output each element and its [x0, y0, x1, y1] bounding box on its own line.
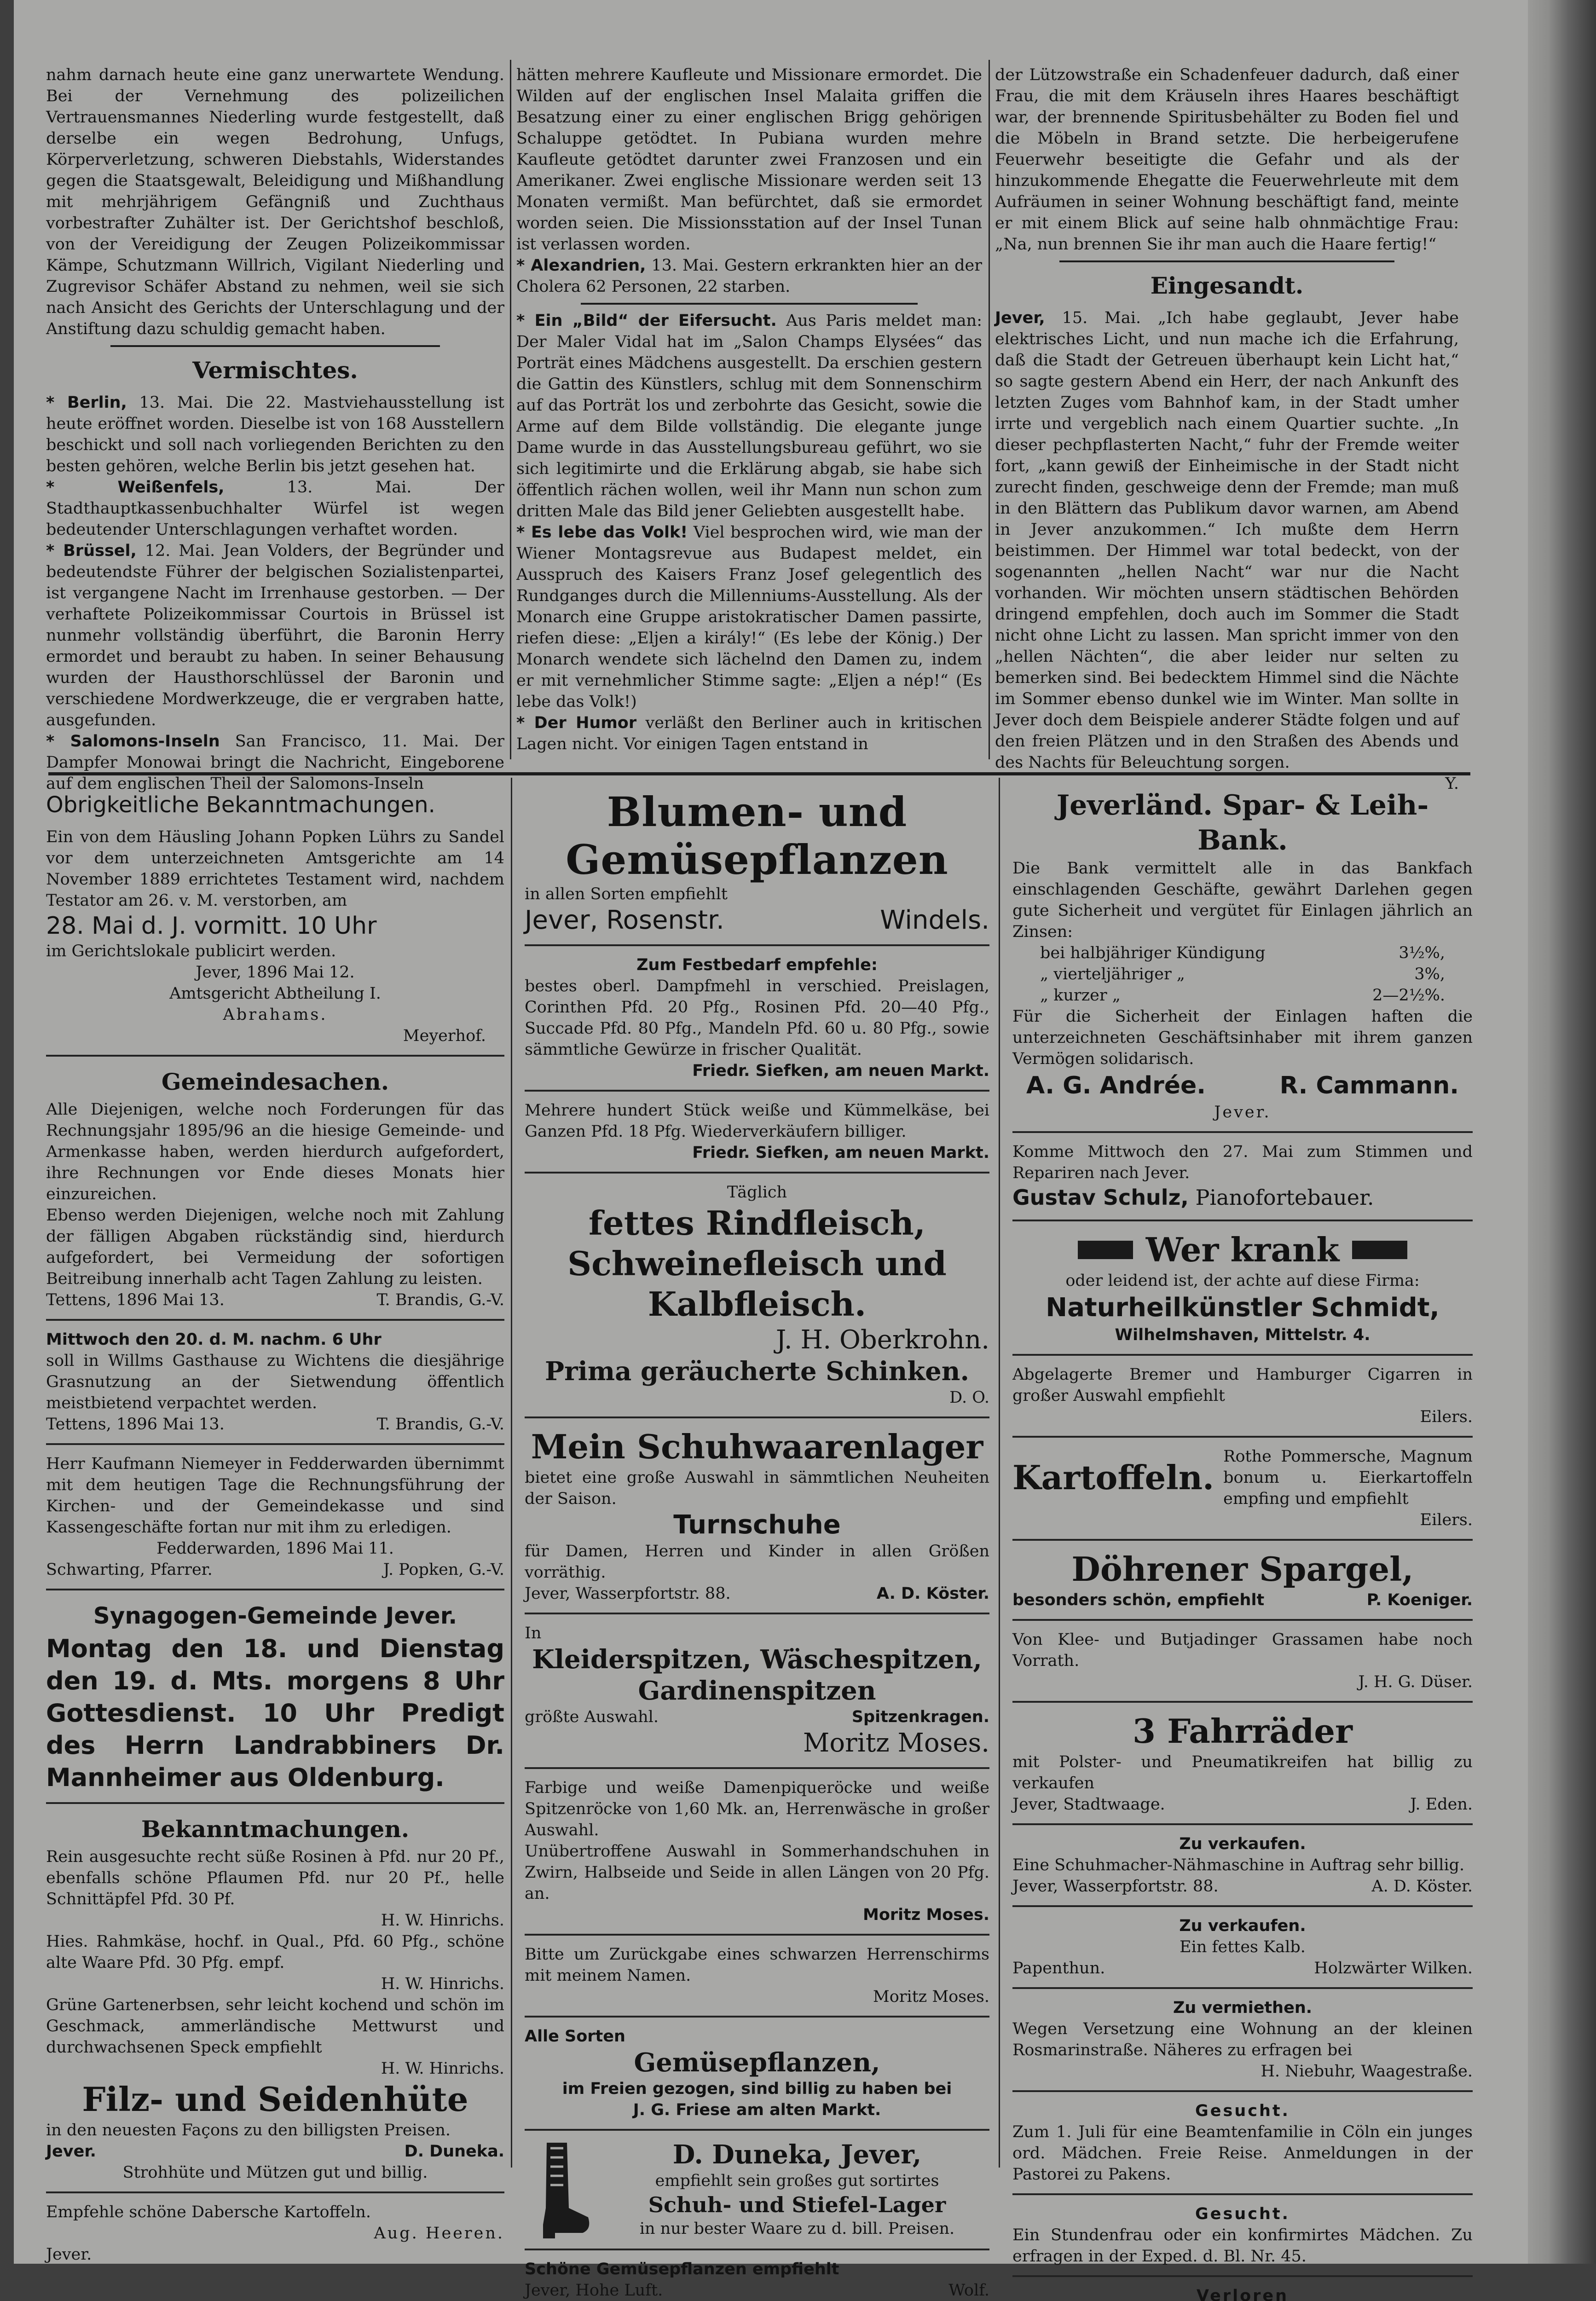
gemuese-title: Gemüsepflanzen, — [634, 2047, 880, 2078]
obrig-court: Amtsgericht Abtheilung I. — [169, 984, 381, 1003]
gemeinde-sig2: Tettens, 1896 Mai 13. T. Brandis, G.-V. — [46, 1415, 504, 1434]
divider — [1012, 1619, 1473, 1621]
blumen-title-2: Gemüsepflanzen — [566, 836, 948, 884]
article-weissenfels: * Weißenfels, 13. Mai. Der Stadthauptkassenbuchhalter Würfel ist wegen bedeutender Unterschlagungen verhaftet worden. — [46, 478, 504, 539]
page-edge-shadow — [1528, 0, 1596, 2264]
niemeyer-date: Fedderwarden, 1896 Mai 11. — [156, 1539, 394, 1558]
divider — [46, 1443, 504, 1445]
gemeinde-sig1: Tettens, 1896 Mai 13. T. Brandis, G.-V. — [46, 1291, 504, 1309]
letter-signature: Y. — [1445, 775, 1459, 793]
divider — [525, 2129, 989, 2131]
damen-text2: Unübertroffene Auswahl in Sommerhandschuhen in Zwirn, Halbseide und Seide in allen Längen von 20 Pfg. an. — [525, 1842, 989, 1903]
bekannt-t3: Grüne Gartenerbsen, sehr leicht kochend und schön im Geschmack, ammerländische Mettwurst und durchwachsenen Speck empfiehlt — [46, 1996, 504, 2057]
duneka-line: Schuh- und Stiefel-Lager — [648, 2192, 946, 2217]
krank-firm: Naturheilkünstler Schmidt, — [1046, 1293, 1440, 1323]
gemuese-text: im Freien gezogen, sind billig zu haben bei — [562, 2080, 952, 2098]
samen-firm: J. H. G. Düser. — [1358, 1673, 1473, 1691]
divider — [1059, 260, 1394, 262]
divider — [110, 345, 440, 347]
verk2-sig: Papenthun. Holzwärter Wilken. — [1012, 1959, 1473, 1977]
divider — [525, 1172, 989, 1174]
damen-text: Farbige und weiße Damenpiqueröcke und weiße Spitzenröcke von 1,60 Mk. an, Herrenwäsche in großer Auswahl. — [525, 1779, 989, 1839]
bank-rate-3: „ kurzer „ 2—2½%. — [1040, 986, 1445, 1005]
spitzen-l1: Kleiderspitzen, Wäschespitzen, — [532, 1644, 982, 1675]
article-eifersucht: * Ein „Bild“ der Eifersucht. Aus Paris meldet man: Der Maler Vidal hat im „Salon Champs Elysées“ das Porträt eines Mädchens ausgestellt. Da erschien gestern die Gattin des Künstlers, schlug mit dem Sonnenschirm auf das Porträt los und zerbohrte das Gesicht, sowie die Arme auf dem Bilde vollständig. Die elegante junge Dame wurde in das Ausstellungsbureau geführt, wo sie sich legitimirte und die Erklärung abgab, sie habe sich öffentlich rächen wollen, weil ihr Mann nun schon zum dritten Male das Bild jener Geliebten ausgestellt habe. — [516, 312, 982, 520]
duneka-title: D. Duneka, Jever, — [672, 2139, 922, 2170]
obrig-date: 28. Mai d. J. vormitt. 10 Uhr — [46, 912, 377, 940]
synagoge-text: Montag den 18. und Dienstag den 19. d. Mts. morgens 8 Uhr Gottesdienst. 10 Uhr Predigt des Herrn Landrabbiners Dr. Mannheimer aus Oldenburg. — [46, 1634, 504, 1792]
ges1-text: Zum 1. Juli für eine Beamtenfamilie in Cöln ein junges ord. Mädchen. Freie Reise. Anmeldungen in der Pastorei zu Pakens. — [1012, 2123, 1473, 2184]
boot-icon — [525, 2139, 594, 2240]
article-continued: hätten mehrere Kaufleute und Missionare ermordet. Die Wilden auf der englischen Insel Malaita griffen die Besatzung einer zu einer englischen Brigg gehörigen Schaluppe getödtet. In Pubiana wurden mehre Kaufleute getödtet darunter zwei Franzosen und ein Amerikaner. Zwei englische Missionare werden seit 13 Monaten vermißt. Man befürchtet, daß sie ermordet worden seien. Die Missionsstation auf der Insel Tunan ist verlassen worden. — [516, 66, 982, 254]
synagoge-title: Synagogen-Gemeinde Jever. — [93, 1602, 457, 1629]
divider — [1012, 2090, 1473, 2092]
ges2-title: Gesucht. — [1195, 2205, 1290, 2223]
divider — [525, 1090, 989, 1092]
divider — [1012, 2275, 1473, 2277]
fleisch-l3: Kalbfleisch. — [648, 1284, 867, 1324]
heading-vermischtes: Vermischtes. — [192, 357, 358, 384]
divider — [525, 944, 989, 946]
filz-text: in den neuesten Façons zu den billigsten Preisen. — [46, 2121, 451, 2139]
divider — [46, 2191, 504, 2193]
bank-rate-1: bei halbjähriger Kündigung 3½%, — [1040, 944, 1445, 962]
fest-text: bestes oberl. Dampfmehl in verschied. Preislagen, Corinthen Pfd. 20 Pfg., Rosinen Pfd. 20—40 Pfg., Succade Pfd. 80 Pfg., Mandeln Pfd. 60 u. 80 Pfg., sowie sämmtliche Gewürze in frischer Qualität. — [525, 977, 989, 1059]
verk2-title: Zu verkaufen. — [1179, 1917, 1306, 1935]
blumen-title-1: Blumen- und — [607, 788, 908, 836]
fleisch-initials: D. O. — [949, 1388, 989, 1407]
fleisch-sub: Täglich — [727, 1183, 787, 1202]
kaese-sig: Friedr. Siefken, am neuen Markt. — [692, 1144, 989, 1162]
spargel-sig: besonders schön, empfiehlt P. Koeniger. — [1012, 1591, 1473, 1609]
kartoffel-ad: Kartoffeln. Rothe Pommersche, Magnum bonum u. Eierkartoffeln empfing und empfiehlt — [1012, 1447, 1473, 1508]
spitzen-firm: Moritz Moses. — [803, 1728, 989, 1758]
divider — [525, 2249, 989, 2250]
article-humor: * Der Humor verläßt den Berliner auch in kritischen Lagen nicht. Vor einigen Tagen entstand in — [516, 714, 982, 753]
divider — [1012, 1701, 1473, 1703]
fest-sig: Friedr. Siefken, am neuen Markt. — [692, 1062, 989, 1080]
ges2-text: Ein Stundenfrau oder ein konfirmirtes Mädchen. Zu erfragen in der Exped. d. Bl. Nr. 45. — [1012, 2226, 1473, 2266]
divider — [1012, 1436, 1473, 1438]
blumen-sub: in allen Sorten empfiehlt — [525, 885, 728, 903]
divider — [46, 1589, 504, 1590]
column-divider — [999, 778, 1000, 2168]
damen-firm: Moritz Moses. — [863, 1906, 989, 1924]
column-divider — [511, 778, 512, 2168]
obrig-place: Jever, 1896 Mai 12. — [196, 963, 355, 982]
wolf-sig: Jever, Hohe Luft. Wolf. — [525, 2281, 989, 2300]
rad-sig: Jever, Stadtwaage. J. Eden. — [1012, 1795, 1473, 1814]
klavier-sig: Gustav Schulz, Pianofortebauer. — [1012, 1185, 1374, 1210]
verk1-title: Zu verkaufen. — [1179, 1835, 1306, 1853]
schuh-text2: für Damen, Herren und Kinder in allen Größen vorräthig. — [525, 1542, 989, 1582]
article-bruessel: * Brüssel, 12. Mai. Jean Volders, der Begründer und bedeutendste Führer der belgischen Sozialistenpartei, ist vergangene Nacht im Irrenhause gestorben. — Der verhaftete Polizeikommissar Courtois in Brüssel ist nunmehr vollständig überführt, die Baronin Herry ermordet und beraubt zu haben. In seiner Behausung wurden der Hausthorschlüssel der Baronin und verschiedene Mordwerkzeuge, die er vergraben hatte, ausgefunden. — [46, 542, 504, 729]
obrig-text: Ein von dem Häusling Johann Popken Lührs zu Sandel vor dem unterzeichneten Amtsgerichte am 14 November 1889 errichtetes Testament wird, nachdem Testator am 26. v. M. verstorben, am — [46, 828, 504, 910]
fleisch-l1: fettes Rindfleisch, — [589, 1203, 925, 1243]
verk1-sig: Jever, Wasserpfortstr. 88. A. D. Köster. — [1012, 1877, 1473, 1896]
gemeinde-text3: soll in Willms Gasthause zu Wichtens die diesjährige Grasnutzung an der Sietwendung öffentlich meistbietend verpachtet werden. — [46, 1352, 504, 1412]
divider — [581, 303, 918, 305]
spitzen-row: größte Auswahl. Spitzenkragen. — [525, 1708, 989, 1726]
rad-title: 3 Fahrräder — [1133, 1711, 1353, 1751]
bank-owners: A. G. Andrée. R. Cammann. — [1026, 1072, 1459, 1099]
bank-text2: Für die Sicherheit der Einlagen haften die unterzeichneten Geschäftsinhaber mit ihrem ganzen Vermögen solidarisch. — [1012, 1007, 1473, 1068]
gemeinde-title: Gemeindesachen. — [161, 1068, 389, 1095]
divider — [525, 1416, 989, 1418]
kaese-text: Mehrere hundert Stück weiße und Kümmelkäse, bei Ganzen Pfd. 18 Pfg. Wiederverkäufern billiger. — [525, 1101, 989, 1141]
klavier-text: Komme Mittwoch den 27. Mai zum Stimmen und Repariren nach Jever. — [1012, 1143, 1473, 1182]
verm-title: Zu vermiethen. — [1173, 1999, 1313, 2017]
bank-rate-2: „ vierteljähriger „ 3%, — [1040, 965, 1445, 983]
ads-column-left — [46, 788, 504, 2264]
news-column-middle — [516, 64, 982, 764]
obrig-text2: im Gerichtslokale publicirt werden. — [46, 942, 336, 960]
divider — [1012, 1131, 1473, 1133]
filz-sig: Jever. D. Duneka. — [46, 2142, 504, 2161]
schuh-sig: Jever, Wasserpfortstr. 88. A. D. Köster. — [525, 1584, 989, 1603]
bank-title: Jeverländ. Spar- & Leih-Bank. — [1056, 789, 1429, 856]
kartoffeln-place: Jever. — [46, 2245, 92, 2264]
samen-text: Von Klee- und Butjadinger Grassamen habe noch Vorrath. — [1012, 1630, 1473, 1670]
divider — [525, 1613, 989, 1614]
ges1-title: Gesucht. — [1195, 2102, 1290, 2120]
schirm-text: Bitte um Zurückgabe eines schwarzen Herrenschirms mit meinem Namen. — [525, 1945, 989, 1985]
rad-text: mit Polster- und Pneumatikreifen hat billig zu verkaufen — [1012, 1753, 1473, 1792]
news-intro: nahm darnach heute eine ganz unerwartete Wendung. Bei der Vernehmung des polizeilichen Vertrauensmannes Niederling wurde festgestellt, daß derselbe ein wegen Bedrohung, Unfugs, Körperverletzung, schweren Diebstahls, Widerstandes gegen die Staatsgewalt, Beleidigung und Mißhandlung mit mehrjährigem Gefängniß und Zuchthaus vorbestrafter Zuhälter ist. Der Gerichtshof beschloß, von der Vereidigung der Zeugen Polizeikommissar Kämpe, Schutzmann Willrich, Vigilant Niederling und Zugrevisor Schäfer Abstand zu nehmen, weil sie sich nach Ansicht des Gerichts der Unterschlagung und der Anstiftung dazu schuldig gemacht haben. — [46, 66, 504, 338]
column-divider — [989, 60, 990, 759]
spitzen-in: In — [525, 1624, 542, 1642]
filz-title: Filz- und Seidenhüte — [82, 2080, 468, 2119]
kartoffel-sig: Eilers. — [1420, 1511, 1473, 1529]
ads-column-middle — [525, 788, 989, 2300]
krank-addr: Wilhelmshaven, Mittelstr. 4. — [1115, 1326, 1370, 1344]
spitzen-l2: Gardinenspitzen — [638, 1676, 876, 1706]
gemeinde-text2: Ebenso werden Diejenigen, welche noch mit Zahlung der fälligen Abgaben rückständig sind, hierdurch aufgefordert, bei Vermeidung der sofortigen Beitreibung innerhalb acht Tagen Zahlung zu leisten. — [46, 1206, 504, 1288]
article-alexandrien: * Alexandrien, 13. Mai. Gestern erkrankten hier an der Cholera 62 Personen, 22 starben. — [516, 256, 982, 296]
divider — [1012, 1539, 1473, 1541]
news-column-left — [46, 64, 504, 793]
divider — [1012, 1823, 1473, 1825]
bank-place: Jever. — [1214, 1103, 1271, 1122]
fleisch-prima: Prima geräucherte Schinken. — [544, 1356, 970, 1387]
krank-banner: Wer krank — [1012, 1230, 1473, 1270]
bekannt-title: Bekanntmachungen. — [141, 1815, 410, 1843]
filz-text2: Strohhüte und Mützen gut und billig. — [122, 2163, 428, 2182]
krank-text: oder leidend ist, der achte auf diese Firma: — [1065, 1272, 1420, 1290]
verl-title: Verloren — [1196, 2287, 1289, 2301]
divider — [46, 1319, 504, 1321]
divider — [1012, 1987, 1473, 1989]
blumen-sig: Jever, Rosenstr. Windels. — [525, 905, 989, 935]
kartoffeln-sig: Aug. Heeren. — [374, 2224, 504, 2243]
column-divider — [510, 60, 511, 759]
niemeyer-text: Herr Kaufmann Niemeyer in Fedderwarden übernimmt mit dem heutigen Tage die Rechnungsführung der Kirchen- und der Gemeindekasse und sind Kassengeschäfte fortan nur mit ihm zu erledigen. — [46, 1455, 504, 1537]
divider — [525, 1767, 989, 1769]
divider — [1012, 1905, 1473, 1907]
duneka-text2: in nur bester Waare zu d. bill. Preisen. — [639, 2220, 955, 2238]
letter-jever: Jever, 15. Mai. „Ich habe geglaubt, Jever habe elektrisches Licht, und nun mache ich die Erfahrung, daß die Stadt der Getreuen überhaupt kein Licht hat,“ so sagte gestern Abend ein Herr, der nach Ankunft des letzten Zuges vom Bahnhof kam, in der Stadt umher irrte und vergeblich nach einem Quartier suchte. „In dieser pechpflasterten Nacht,“ fuhr der Fremde weiter fort, „kann gewiß der Einheimische in der Stadt nicht zurecht finden, geschweige denn der Fremde; man muß in den Blättern das Publikum davor warnen, am Abend in Jever anzukommen.“ Ich mußte dem Herrn beistimmen. Der Himmel war total bedeckt, von der sogenannten „hellen Nacht“ war nur die Nacht vorhanden. Wir möchten unsern städtischen Behörden dringend empfehlen, doch auch im Sommer die Stadt nicht ohne Licht zu lassen. Man spricht immer von den „hellen Nächten“, die aber leider nur selten zu bemerken sind. Bei bedecktem Himmel sind die Nächte im Sommer ebenso dunkel wie im Winter. Man sollte in Jever doch dem Beispiele anderer Städte folgen und auf den freien Plätzen und in den Straßen des Abends und des Nachts für Beleuchtung sorgen. — [995, 309, 1459, 772]
divider — [46, 1802, 504, 1804]
verk1-text: Eine Schuhmacher-Nähmaschine in Auftrag sehr billig. — [1012, 1856, 1465, 1874]
duneka-text: empfiehlt sein großes gut sortirtes — [655, 2172, 939, 2190]
bekannt-s2: H. W. Hinrichs. — [381, 1975, 504, 1993]
divider — [1012, 2193, 1473, 2195]
kartoffeln-text: Empfehle schöne Dabersche Kartoffeln. — [46, 2203, 371, 2221]
gemuese-firm: J. G. Friese am alten Markt. — [633, 2101, 881, 2119]
gemuese-sorten: Alle Sorten — [525, 2027, 625, 2046]
fleisch-firm: J. H. Oberkrohn. — [775, 1325, 989, 1355]
verm-text: Wegen Versetzung eine Wohnung an der kleinen Rosmarinstraße. Näheres zu erfragen bei — [1012, 2020, 1473, 2059]
schuh-title: Mein Schuhwaarenlager — [531, 1427, 983, 1466]
bekannt-s1: H. W. Hinrichs. — [381, 1911, 504, 1930]
article-salomons: * Salomons-Inseln San Francisco, 11. Mai. Der Dampfer Monowai bringt die Nachricht, Eingeborene auf dem englischen Theil der Salomons-Inseln — [46, 732, 504, 793]
bekannt-t2: Hies. Rahmkäse, hochf. in Qual., Pfd. 60 Pfg., schöne alte Waare Pfd. 30 Pfg. empf. — [46, 1932, 504, 1972]
obrig-judge: Abrahams. — [223, 1006, 328, 1024]
gemeinde-mittwoch: Mittwoch den 20. d. M. nachm. 6 Uhr — [46, 1330, 382, 1349]
article-feuer: der Lützowstraße ein Schadenfeuer dadurch, daß einer Frau, die mit dem Kräuseln ihres Haares beschäftigt war, der brennende Spiritusbehälter zu Boden fiel und die Möbeln in Brand setzte. Die herbeigerufene Feuerwehr beseitigte die Gefahr und als der hinzukommende Ehegatte die Feuerwehrleute mit dem Aufräumen in seiner Wohnung beschäftigt fand, meinte er mit einem Blick auf seine halb ohnmächtige Frau: „Na, nun brennen Sie ihr man auch die Haare fertig!“ — [995, 66, 1459, 254]
obrig-title: Obrigkeitliche Bekanntmachungen. — [46, 792, 435, 818]
wolf-text: Schöne Gemüsepflanzen empfiehlt — [525, 2260, 839, 2278]
bekannt-s3: H. W. Hinrichs. — [381, 2059, 504, 2078]
bank-text: Die Bank vermittelt alle in das Bankfach einschlagenden Geschäfte, gewährt Darlehen gegen gute Sicherheit und vergütet für Einlagen jährlich an Zinsen: — [1012, 859, 1473, 941]
schuh-text: bietet eine große Auswahl in sämmtlichen Neuheiten der Saison. — [525, 1468, 989, 1508]
spargel-title: Döhrener Spargel, — [1071, 1549, 1414, 1589]
divider — [1012, 1354, 1473, 1356]
fest-title: Zum Festbedarf empfehle: — [636, 956, 878, 974]
schirm-firm: Moritz Moses. — [873, 1988, 989, 2006]
verk2-text: Ein fettes Kalb. — [1180, 1938, 1306, 1956]
divider — [525, 1934, 989, 1936]
divider — [46, 1055, 504, 1057]
article-volk: * Es lebe das Volk! Viel besprochen wird, wie man der Wiener Montagsrevue aus Budapest meldet, ein Ausspruch des Kaisers Franz Josef gelegentlich des Rundganges durch die Millenniums-Ausstellung. Als der Monarch eine Gruppe aristokratischer Damen passirte, riefen diese: „Eljen a király!“ (Es lebe der König.) Der Monarch wendete sich lächelnd den Damen zu, indem er mit vernehmlicher Stimme sagte: „Eljen a nép!“ (Es lebe das Volk!) — [516, 523, 982, 711]
cigarren-text: Abgelagerte Bremer und Hamburger Cigarren in großer Auswahl empfiehlt — [1012, 1365, 1473, 1405]
fleisch-l2: Schweinefleisch und — [567, 1244, 947, 1283]
cigarren-sig: Eilers. — [1420, 1408, 1473, 1426]
article-berlin: * Berlin, 13. Mai. Die 22. Mastviehausstellung ist heute eröffnet worden. Dieselbe ist von 168 Ausstellern beschickt und soll nach vorliegenden Berichten zu den besten gehören, welche Berlin bis jetzt gesehen hat. — [46, 393, 504, 475]
niemeyer-sig: Schwarting, Pfarrer. J. Popken, G.-V. — [46, 1561, 504, 1579]
schuh-turn: Turnschuhe — [673, 1510, 841, 1540]
ads-column-right — [1012, 788, 1473, 2301]
heading-eingesandt: Eingesandt. — [1150, 272, 1304, 299]
duneka-ad — [525, 2139, 989, 2240]
divider — [525, 2016, 989, 2018]
divider — [1012, 1220, 1473, 1221]
bekannt-t1: Rein ausgesuchte recht süße Rosinen à Pfd. nur 20 Pf., ebenfalls schöne Pflaumen Pfd. nur 20 Pf., helle Schnittäpfel Pfd. 30 Pf. — [46, 1848, 504, 1908]
news-column-right — [995, 64, 1459, 793]
gemeinde-text: Alle Diejenigen, welche noch Forderungen für das Rechnungsjahr 1895/96 an die hiesige Gemeinde- und Armenkasse haben, werden hierdurch aufgefordert, ihre Rechnungen vor Ende dieses Monats hier einzureichen. — [46, 1100, 504, 1203]
obrig-clerk: Meyerhof. — [403, 1027, 486, 1045]
verm-firm: H. Niebuhr, Waagestraße. — [1261, 2062, 1473, 2081]
